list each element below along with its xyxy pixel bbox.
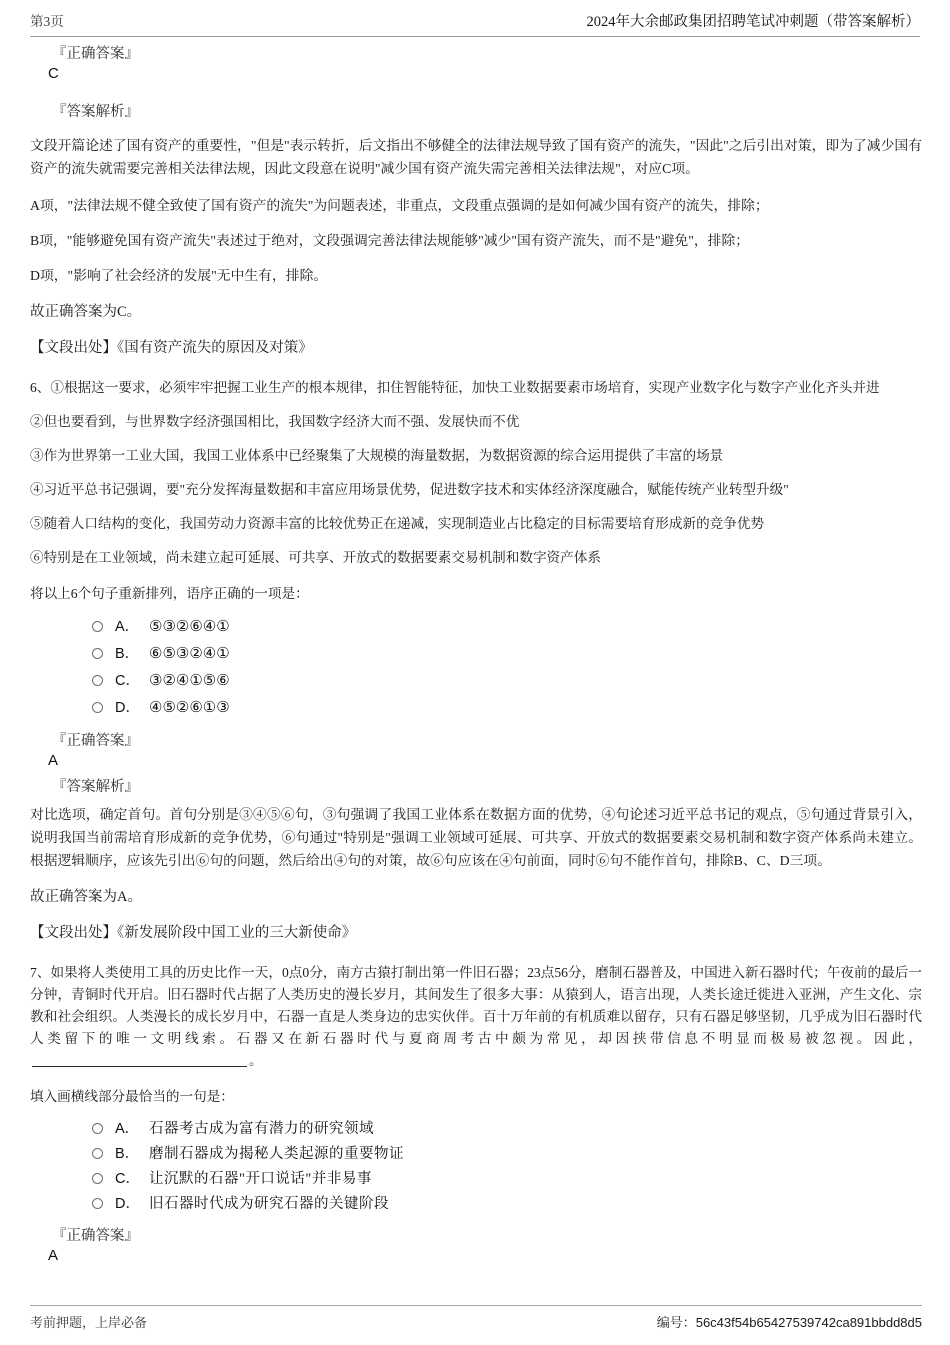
correct-answer-value-q7: A bbox=[48, 1247, 59, 1264]
source-label-q6: 【文段出处】 bbox=[30, 925, 117, 941]
question6-block bbox=[30, 377, 922, 944]
question6-stem-2: ②但也要看到，与世界数字经济强国相比，我国数字经济大而不强、发展快而不优 bbox=[30, 414, 520, 429]
radio-icon[interactable] bbox=[92, 702, 103, 713]
question5-answer-block bbox=[30, 44, 922, 359]
question6-stem-1: 6、①根据这一要求，必须牢牢把握工业生产的根本规律，扣住智能特征，加快工业数据要素市场培育，实现产业数字化与数字产业化齐头并进 bbox=[30, 380, 880, 395]
option-label: ⑥⑤③②④① bbox=[149, 645, 230, 662]
option-label: ④⑤②⑥①③ bbox=[149, 699, 230, 716]
radio-icon[interactable] bbox=[92, 1198, 103, 1209]
question7-prompt: 填入画横线部分最恰当的一句是： bbox=[30, 1089, 234, 1104]
question6-options bbox=[92, 613, 922, 721]
analysis-label-q6: 『答案解析』 bbox=[52, 779, 139, 795]
conclusion-q6: 故正确答案为A。 bbox=[30, 889, 142, 905]
option-key: D． bbox=[115, 1195, 140, 1212]
option-key: C． bbox=[115, 672, 140, 689]
analysis-paragraph-q6: 对比选项，确定首句。首句分别是③④⑤⑥句，③句强调了我国工业体系在数据方面的优势，④句论述习近平总书记的观点，⑤句通过背景引入，说明我国当前需培育形成新的竞争优势，⑥句通过"特别是"强调工业领域可延展、可共享、开放式的数据要素交易机制和数字资产体系尚未建立。根据逻辑顺序，应该先引出⑥句的问题，然后给出④句的对策，故⑥句应该在④句前面，同时⑥句不能作首句，排除B、C、D三项。 bbox=[30, 807, 922, 868]
option-note-b-q5: B项，"能够避免国有资产流失"表述过于绝对，文段强调完善法律法规能够"减少"国有资产流失，而不是"避免"，排除； bbox=[30, 233, 750, 248]
option-key: C． bbox=[115, 1170, 140, 1187]
question7-option-a[interactable] bbox=[92, 1116, 922, 1141]
question7-stem-tail: 。 bbox=[249, 1053, 263, 1068]
source-title-q6: 《新发展阶段中国工业的三大新使命》 bbox=[117, 925, 357, 941]
source-line-q6 bbox=[30, 922, 922, 944]
correct-answer-label-q5: 『正确答案』 bbox=[52, 46, 139, 62]
footer-code-block bbox=[657, 1312, 922, 1331]
question6-stem-5: ⑤随着人口结构的变化，我国劳动力资源丰富的比较优势正在递减，实现制造业占比稳定的目标需要培育形成新的竞争优势 bbox=[30, 516, 765, 531]
question6-option-b[interactable] bbox=[92, 640, 922, 667]
question6-prompt: 将以上6个句子重新排列，语序正确的一项是： bbox=[30, 586, 309, 601]
page-footer bbox=[30, 1305, 922, 1331]
question6-option-a[interactable] bbox=[92, 613, 922, 640]
question7-option-c[interactable] bbox=[92, 1166, 922, 1191]
option-label: 让沉默的石器"开口说话"并非易事 bbox=[149, 1170, 372, 1187]
conclusion-q5: 故正确答案为C。 bbox=[30, 304, 142, 320]
source-title-q5: 《国有资产流失的原因及对策》 bbox=[117, 340, 313, 356]
question7-options bbox=[92, 1116, 922, 1216]
option-note-d-q5: D项，"影响了社会经济的发展"无中生有，排除。 bbox=[30, 268, 328, 283]
question6-option-c[interactable] bbox=[92, 667, 922, 694]
question6-stem-6: ⑥特别是在工业领域，尚未建立起可延展、可共享、开放式的数据要素交易机制和数字资产体系 bbox=[30, 550, 601, 565]
option-key: B． bbox=[115, 645, 140, 662]
radio-icon[interactable] bbox=[92, 621, 103, 632]
correct-answer-label-q7: 『正确答案』 bbox=[52, 1228, 139, 1244]
question7-option-d[interactable] bbox=[92, 1191, 922, 1216]
option-key: A． bbox=[115, 618, 140, 635]
option-key: B． bbox=[115, 1145, 140, 1162]
analysis-label-q5: 『答案解析』 bbox=[52, 104, 139, 120]
option-key: A． bbox=[115, 1120, 140, 1137]
correct-answer-value-q5: C bbox=[48, 65, 59, 82]
document-content bbox=[30, 44, 922, 1266]
option-note-a-q5: A项，"法律法规不健全致使了国有资产的流失"为问题表述，非重点，文段重点强调的是如何减少国有资产的流失，排除； bbox=[30, 198, 769, 213]
footer-code-value: 56c43f54b65427539742ca891bbdd8d5 bbox=[695, 1315, 922, 1330]
page-header bbox=[30, 10, 920, 37]
radio-icon[interactable] bbox=[92, 648, 103, 659]
source-label-q5: 【文段出处】 bbox=[30, 340, 117, 356]
correct-answer-value-q6: A bbox=[48, 752, 59, 769]
option-label: ⑤③②⑥④① bbox=[149, 618, 230, 635]
question6-stem-4: ④习近平总书记强调，要"充分发挥海量数据和丰富应用场景优势，促进数字技术和实体经济深度融合，赋能传统产业转型升级" bbox=[30, 482, 789, 497]
footer-code-label: 编号： bbox=[656, 1315, 696, 1330]
question7-block bbox=[30, 962, 922, 1266]
question7-stem-text: 7、如果将人类使用工具的历史比作一天，0点0分，南方古猿打制出第一件旧石器；23点56分，磨制石器普及，中国进入新石器时代；午夜前的最后一分钟，青铜时代开启。旧石器时代占据了人类历史的漫长岁月，其间发生了很多大事：从猿到人，语言出现，人类长途迁徙进入亚洲，产生文化、宗教和社会组织。人类漫长的成长岁月中，石器一直是人类身边的忠实伙伴。百十万年前的有机质难以留存，只有石器足够坚韧，几乎成为旧石器时代人类留下的唯一文明线索。石器又在新石器时代与夏商周考古中颇为常见，却因挟带信息不明显而极易被忽视。因此， bbox=[30, 965, 922, 1046]
analysis-paragraph-q5: 文段开篇论述了国有资产的重要性，"但是"表示转折，后文指出不够健全的法律法规导致了国有资产的流失，"因此"之后引出对策，即为了减少国有资产的流失就需要完善相关法律法规，因此文段意在说明"减少国有资产流失需完善相关法律法规"，对应C项。 bbox=[30, 138, 922, 176]
question6-option-d[interactable] bbox=[92, 694, 922, 721]
option-label: 旧石器时代成为研究石器的关键阶段 bbox=[149, 1195, 389, 1212]
radio-icon[interactable] bbox=[92, 1173, 103, 1184]
radio-icon[interactable] bbox=[92, 675, 103, 686]
option-label: ③②④①⑤⑥ bbox=[149, 672, 230, 689]
question7-option-b[interactable] bbox=[92, 1141, 922, 1166]
radio-icon[interactable] bbox=[92, 1148, 103, 1159]
radio-icon[interactable] bbox=[92, 1123, 103, 1134]
source-line-q5 bbox=[30, 337, 922, 359]
fill-in-blank bbox=[32, 1052, 247, 1067]
option-label: 石器考古成为富有潜力的研究领域 bbox=[149, 1120, 374, 1137]
page-number-label: 第3页 bbox=[30, 14, 64, 29]
option-label: 磨制石器成为揭秘人类起源的重要物证 bbox=[149, 1145, 404, 1162]
question7-stem bbox=[30, 962, 922, 1072]
question6-stem-3: ③作为世界第一工业大国，我国工业体系中已经聚集了大规模的海量数据，为数据资源的综合运用提供了丰富的场景 bbox=[30, 448, 724, 463]
document-title: 2024年大余邮政集团招聘笔试冲刺题（带答案解析） bbox=[586, 14, 920, 30]
option-key: D． bbox=[115, 699, 140, 716]
footer-slogan: 考前押题，上岸必备 bbox=[30, 1315, 148, 1330]
correct-answer-label-q6: 『正确答案』 bbox=[52, 733, 139, 749]
